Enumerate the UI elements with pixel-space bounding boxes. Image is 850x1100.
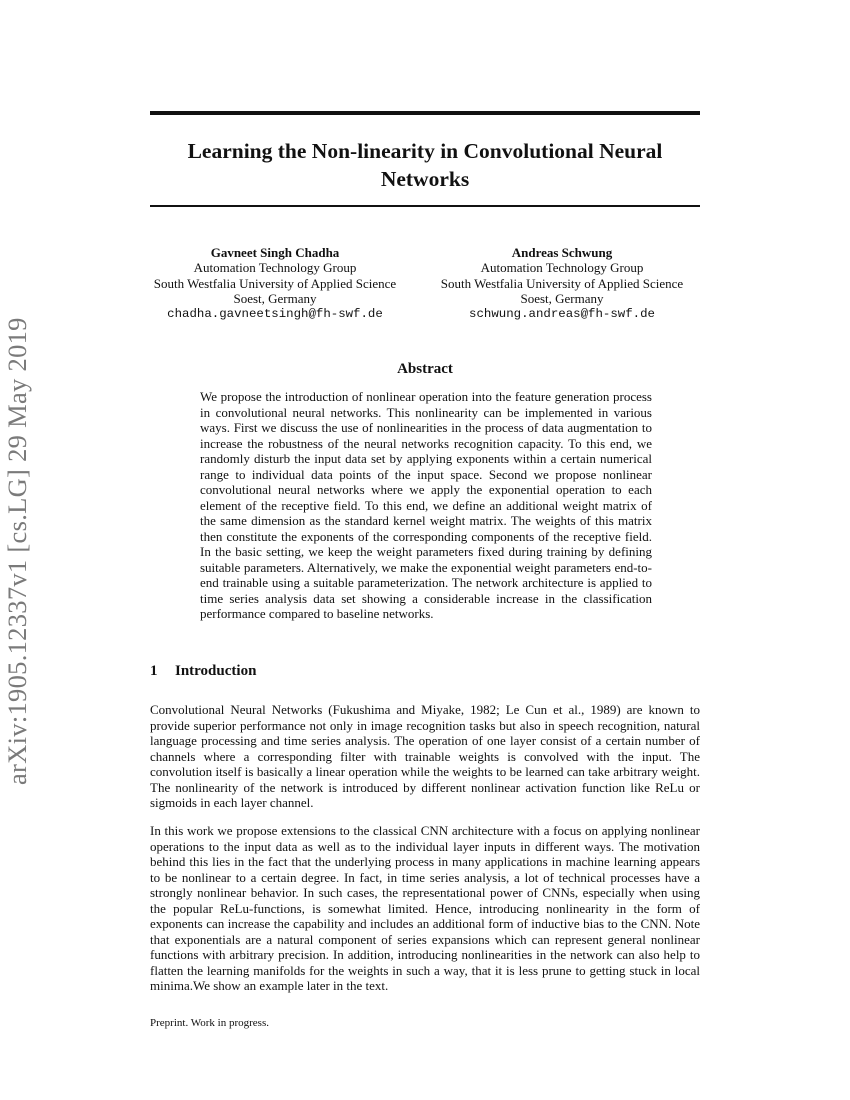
author-email: chadha.gavneetsingh@fh-swf.de bbox=[167, 306, 383, 321]
author-group: Automation Technology Group bbox=[480, 260, 644, 276]
author-location: Soest, Germany bbox=[233, 291, 317, 307]
author-group: Automation Technology Group bbox=[193, 260, 357, 276]
paper-title: Learning the Non-linearity in Convolutional Neural Networks bbox=[187, 139, 663, 191]
author-university: South Westfalia University of Applied Science bbox=[153, 275, 397, 291]
arxiv-identifier: arXiv:1905.12337v1 [cs.LG] 29 May 2019 bbox=[2, 317, 32, 785]
abstract-heading: Abstract bbox=[397, 361, 453, 377]
footer-note: Preprint. Work in progress. bbox=[150, 1017, 269, 1029]
author-name: Andreas Schwung bbox=[511, 245, 613, 260]
author-email: schwung.andreas@fh-swf.de bbox=[469, 306, 655, 321]
author-block-2 bbox=[427, 245, 697, 322]
author-block-1 bbox=[140, 245, 410, 322]
author-name: Gavneet Singh Chadha bbox=[210, 245, 340, 260]
author-university: South Westfalia University of Applied Science bbox=[440, 275, 684, 291]
abstract-text: We propose the introduction of nonlinear operation into the feature generation process in convolutional neural networks. This nonlinearity can be implemented in various ways. First we discuss the use of nonlinearities in the process of data augmentation to increase the robustness of the neural networks recognition capacity. To this end, we randomly disturb the input data set by applying exponents within a certain numerical range to individual data points of the input space. Second we propose nonlinear convolutional neural networks where we apply the exponential operation to each element of the receptive field. To this end, we define an additional weight matrix of the same dimension as the standard kernel weight matrix. The weights of this matrix then constitute the exponents of the corresponding components of the receptive field. In the basic setting, we keep the weight parameters fixed during training by defining suitable parameters. Alternatively, we make the exponential weight parameters end-to-end trainable using a suitable parameterization. The network architecture is applied to time series analysis data set showing a considerable increase in the classification performance compared to baseline networks. bbox=[200, 389, 652, 621]
section-number: 1 bbox=[150, 663, 158, 679]
section-title: Introduction bbox=[175, 663, 257, 679]
title-bottom-rule bbox=[150, 205, 700, 207]
title-top-rule bbox=[150, 111, 700, 115]
section-heading bbox=[150, 663, 700, 680]
body-paragraph: Convolutional Neural Networks (Fukushima and Miyake, 1982; Le Cun et al., 1989) are known to provide superior performance not only in image recognition tasks but also in speech recognition, natural language processing and time series analysis. The operation of one layer consist of a certain number of channels where a corresponding filter with trainable weights is convolved with the input. The convolution itself is basically a linear operation while the weights to be learned can take arbitrary weight. The nonlinearity of the network is introduced by different nonlinear activation function like ReLu or sigmoids in each layer channel. bbox=[150, 702, 700, 810]
body-paragraph: In this work we propose extensions to the classical CNN architecture with a focus on applying nonlinear operations to the input data as well as to the individual layer inputs in different ways. The motivation behind this lies in the fact that the underlying process in many applications in machine learning appears to be nonlinear to a certain degree. In fact, in time series analysis, a lot of technical processes have a strongly nonlinear behavior. In such cases, the representational power of CNNs, especially when using the popular ReLu-functions, is somewhat limited. Hence, introducing nonlinearity in the form of exponents can increase the capability and includes an additional form of inductive bias to the CNN. Note that exponentials are a natural component of series expansions which can represent general nonlinear functions with arbitrary precision. In addition, introducing nonlinearities in the network can also help to flatten the learning manifolds for the weights in such a way, that it is less prune to getting stuck in local minima.We show an example later in the text. bbox=[150, 823, 700, 993]
author-location: Soest, Germany bbox=[520, 291, 604, 307]
